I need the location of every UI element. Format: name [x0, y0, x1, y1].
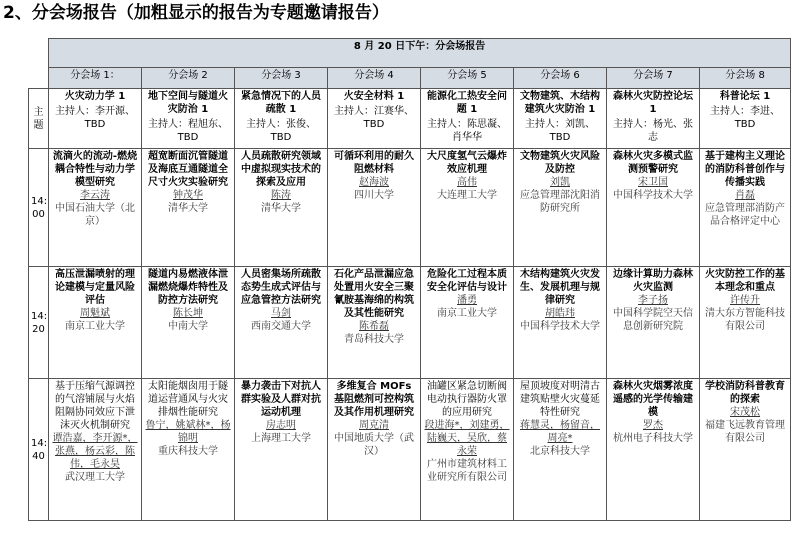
- talk-cell: [235, 267, 328, 379]
- topic-label: 主题: [29, 89, 49, 149]
- talk-title: 石化产品泄漏应急处置用火安全三聚氰胺基海绵的构筑及其性能研究: [334, 269, 414, 319]
- talk-affiliation: 南京工业大学: [65, 321, 125, 332]
- time-part: 20: [32, 323, 45, 335]
- talk-speaker: 赵海波: [359, 177, 389, 188]
- venue-header-8: 分会场 8: [700, 68, 791, 89]
- time-part: 40: [32, 450, 45, 462]
- session-name: 森林火灾防控论坛 1: [613, 91, 693, 115]
- session-row: [29, 89, 791, 149]
- talk-title: 可循环利用的耐久阻燃材料: [334, 151, 414, 175]
- talk-speaker: 许传升: [730, 295, 761, 306]
- venue-header-3: 分会场 3: [235, 68, 328, 89]
- talk-title: 屋顶坡度对明清古建筑贴壁火灾蔓延特性研究: [520, 381, 600, 418]
- talk-affiliation: 中南大学: [168, 321, 208, 332]
- session-name: 火安全材料 1: [343, 91, 405, 102]
- talk-affiliation: 大连理工大学: [437, 190, 497, 201]
- page-heading: 2、分会场报告（加粗显示的报告为专题邀请报告）: [3, 3, 389, 23]
- talk-speaker: 段进海*，刘建勇，陆巍天，吴欣，蔡永荣: [424, 420, 510, 457]
- session-host: 主持人：杨光、张志: [613, 119, 693, 143]
- talk-title: 森林火灾多模式监测预警研究: [613, 151, 693, 175]
- talk-title: 太阳能烟囱用于隧道运营通风与火灾排烟性能研究: [148, 381, 228, 418]
- talk-cell: [142, 379, 235, 521]
- session-name: 文物建筑、木结构建筑火灾防治 1: [520, 91, 600, 115]
- venue-header-2: 分会场 2: [142, 68, 235, 89]
- talk-speaker: 周魁斌: [80, 308, 110, 319]
- talk-affiliation: 清大东方智能科技有限公司: [705, 308, 786, 332]
- session-cell: [607, 89, 700, 149]
- time-part: 14:: [31, 195, 48, 207]
- table-title: 8 月 20 日下午：分会场报告: [49, 39, 791, 68]
- talk-title: 森林火灾烟雾浓度遥感的光学传输建模: [613, 381, 693, 418]
- talk-cell: [421, 379, 514, 521]
- talk-speaker: 宋茂松: [730, 407, 761, 418]
- talk-affiliation: 上海理工大学: [251, 433, 311, 444]
- talk-speaker: 陈希磊: [359, 321, 389, 332]
- talk-cell: [49, 149, 142, 267]
- talk-cell: [700, 267, 791, 379]
- talk-cell: [235, 379, 328, 521]
- session-name: 紧急情况下的人员疏散 1: [241, 91, 321, 115]
- talk-affiliation: 北京科技大学: [530, 446, 590, 457]
- schedule-table: [28, 38, 791, 521]
- talk-affiliation: 青岛科技大学: [344, 334, 404, 345]
- time-slot-row: [29, 379, 791, 521]
- talk-title: 木结构建筑火灾发生、发展机理与规律研究: [520, 269, 600, 306]
- talk-title: 火灾防控工作的基本理念和重点: [705, 269, 786, 293]
- talk-speaker: 宋卫国: [638, 177, 668, 188]
- talk-affiliation: 杭州电子科技大学: [613, 433, 693, 444]
- time-slot-row: [29, 149, 791, 267]
- talk-title: 人员密集场所疏散态势生成式评估与应急管控方法研究: [241, 269, 321, 306]
- session-host: 主持人：李开源、TBD: [55, 106, 135, 130]
- talk-title: 边缘计算助力森林火灾监测: [613, 269, 693, 293]
- talk-speaker: 李子扬: [638, 295, 668, 306]
- time-cell: [29, 379, 49, 521]
- talk-speaker: 李云涛: [80, 190, 110, 201]
- session-host: 主持人：李进、TBD: [710, 106, 781, 130]
- talk-cell: [328, 267, 421, 379]
- venue-header-row: [29, 68, 791, 89]
- session-cell: [235, 89, 328, 149]
- session-name: 科普论坛 1: [719, 91, 771, 102]
- talk-cell: [607, 379, 700, 521]
- talk-speaker: 鲁宁，姚斌林*，杨锦明: [145, 420, 231, 444]
- talk-speaker: 肖磊: [735, 190, 756, 201]
- talk-title: 基于建构主义理论的消防科普创作与传播实践: [705, 151, 786, 188]
- talk-speaker: 马剑: [271, 308, 291, 319]
- session-name: 地下空间与隧道火灾防治 1: [148, 91, 228, 115]
- talk-affiliation: 中国石油大学（北京）: [55, 203, 135, 227]
- talk-cell: [514, 267, 607, 379]
- talk-cell: [514, 149, 607, 267]
- time-slot-row: [29, 267, 791, 379]
- session-cell: [49, 89, 142, 149]
- talk-cell: [235, 149, 328, 267]
- talk-cell: [328, 379, 421, 521]
- session-cell: [700, 89, 791, 149]
- talk-speaker: 罗杰: [643, 420, 663, 431]
- talk-affiliation: 中国地质大学（武汉）: [334, 433, 414, 457]
- talk-affiliation: 中国科学技术大学: [613, 190, 693, 201]
- talk-title: 隧道内易燃液体泄漏燃烧爆炸特性及防控方法研究: [148, 269, 228, 306]
- venue-header-7: 分会场 7: [607, 68, 700, 89]
- talk-cell: [328, 149, 421, 267]
- talk-title: 高压泄漏喷射的理论建模与定量风险评估: [55, 269, 135, 306]
- talk-cell: [607, 267, 700, 379]
- time-cell: [29, 267, 49, 379]
- talk-affiliation: 应急管理部沈阳消防研究所: [520, 190, 600, 214]
- talk-title: 学校消防科普教育的探索: [705, 381, 786, 405]
- time-part: 14:: [31, 437, 48, 449]
- talk-cell: [700, 149, 791, 267]
- talk-affiliation: 广州市建筑材料工业研究所有限公司: [427, 459, 507, 483]
- time-cell: [29, 149, 49, 267]
- talk-affiliation: 福建飞远教育管理有限公司: [705, 420, 786, 444]
- talk-title: 基于压缩气源调控的气溶铺展与火焰阻隔协同效应下泄沫灭火机制研究: [55, 381, 135, 431]
- talk-affiliation: 四川大学: [354, 190, 394, 201]
- talk-affiliation: 清华大学: [168, 203, 208, 214]
- talk-speaker: 周克清: [359, 420, 389, 431]
- venue-header-1: 分会场 1：: [49, 68, 142, 89]
- session-host: 主持人：陈思凝、肖华华: [427, 119, 507, 143]
- session-cell: [421, 89, 514, 149]
- venue-header-5: 分会场 5: [421, 68, 514, 89]
- talk-title: 流滴火的流动-燃烧耦合特性与动力学模型研究: [52, 151, 138, 188]
- session-host: 主持人：江赛华、TBD: [334, 106, 414, 130]
- talk-speaker: 蒋慧灵，杨留音，周亮*: [520, 420, 600, 444]
- session-name: 能源化工热安全问题 1: [427, 91, 507, 115]
- table-title-row: [29, 39, 791, 68]
- talk-affiliation: 武汉理工大学: [65, 472, 125, 483]
- talk-speaker: 房志明: [266, 420, 296, 431]
- talk-speaker: 胡皓玮: [545, 308, 575, 319]
- talk-cell: [607, 149, 700, 267]
- talk-title: 大尺度氢气云爆炸效应机理: [427, 151, 507, 175]
- talk-speaker: 潘勇: [457, 295, 477, 306]
- session-cell: [328, 89, 421, 149]
- time-part: 00: [32, 208, 45, 220]
- session-host: 主持人：程旭东、TBD: [148, 119, 228, 143]
- talk-title: 多维复合 MOFs 基阻燃剂可控构筑及其作用机理研究: [334, 381, 414, 418]
- talk-cell: [421, 267, 514, 379]
- session-cell: [142, 89, 235, 149]
- talk-cell: [49, 379, 142, 521]
- talk-title: 文物建筑火灾风险及防控: [520, 151, 600, 175]
- talk-title: 人员疏散研究领域中虚拟现实技术的探索及应用: [241, 151, 321, 188]
- talk-speaker: 刘凯: [550, 177, 570, 188]
- session-cell: [514, 89, 607, 149]
- talk-speaker: 谭浩嘉，李开源*，张燕，杨云彩，陈伟，毛永昊: [52, 433, 138, 470]
- talk-cell: [514, 379, 607, 521]
- talk-cell: [49, 267, 142, 379]
- time-part: 14:: [31, 310, 48, 322]
- talk-cell: [700, 379, 791, 521]
- talk-cell: [142, 267, 235, 379]
- session-host: 主持人：刘凯、TBD: [525, 119, 595, 143]
- talk-speaker: 陈涛: [271, 190, 291, 201]
- talk-title: 超宽断面沉管隧道及海底互通隧道全尺寸火灾实验研究: [148, 151, 228, 188]
- venue-header-4: 分会场 4: [328, 68, 421, 89]
- talk-affiliation: 南京工业大学: [437, 308, 497, 319]
- venue-header-6: 分会场 6: [514, 68, 607, 89]
- talk-cell: [142, 149, 235, 267]
- talk-affiliation: 清华大学: [261, 203, 301, 214]
- talk-speaker: 陈长坤: [173, 308, 203, 319]
- talk-speaker: 钟茂华: [173, 190, 203, 201]
- talk-affiliation: 中国科学技术大学: [520, 321, 600, 332]
- talk-title: 暴力袭击下对抗人群实验及人群对抗运动机理: [241, 381, 321, 418]
- talk-affiliation: 中国科学院空天信息创新研究院: [613, 308, 693, 332]
- talk-affiliation: 西南交通大学: [251, 321, 311, 332]
- session-host: 主持人：张俊、TBD: [246, 119, 316, 143]
- talk-title: 油罐区紧急切断阀电动执行器防火罩的应用研究: [427, 381, 507, 418]
- session-name: 火灾动力学 1: [64, 91, 126, 102]
- talk-speaker: 高伟: [457, 177, 477, 188]
- talk-title: 危险化工过程本质安全化评估与设计: [427, 269, 507, 293]
- talk-cell: [421, 149, 514, 267]
- talk-affiliation: 重庆科技大学: [158, 446, 218, 457]
- talk-affiliation: 应急管理部消防产品合格评定中心: [705, 203, 786, 227]
